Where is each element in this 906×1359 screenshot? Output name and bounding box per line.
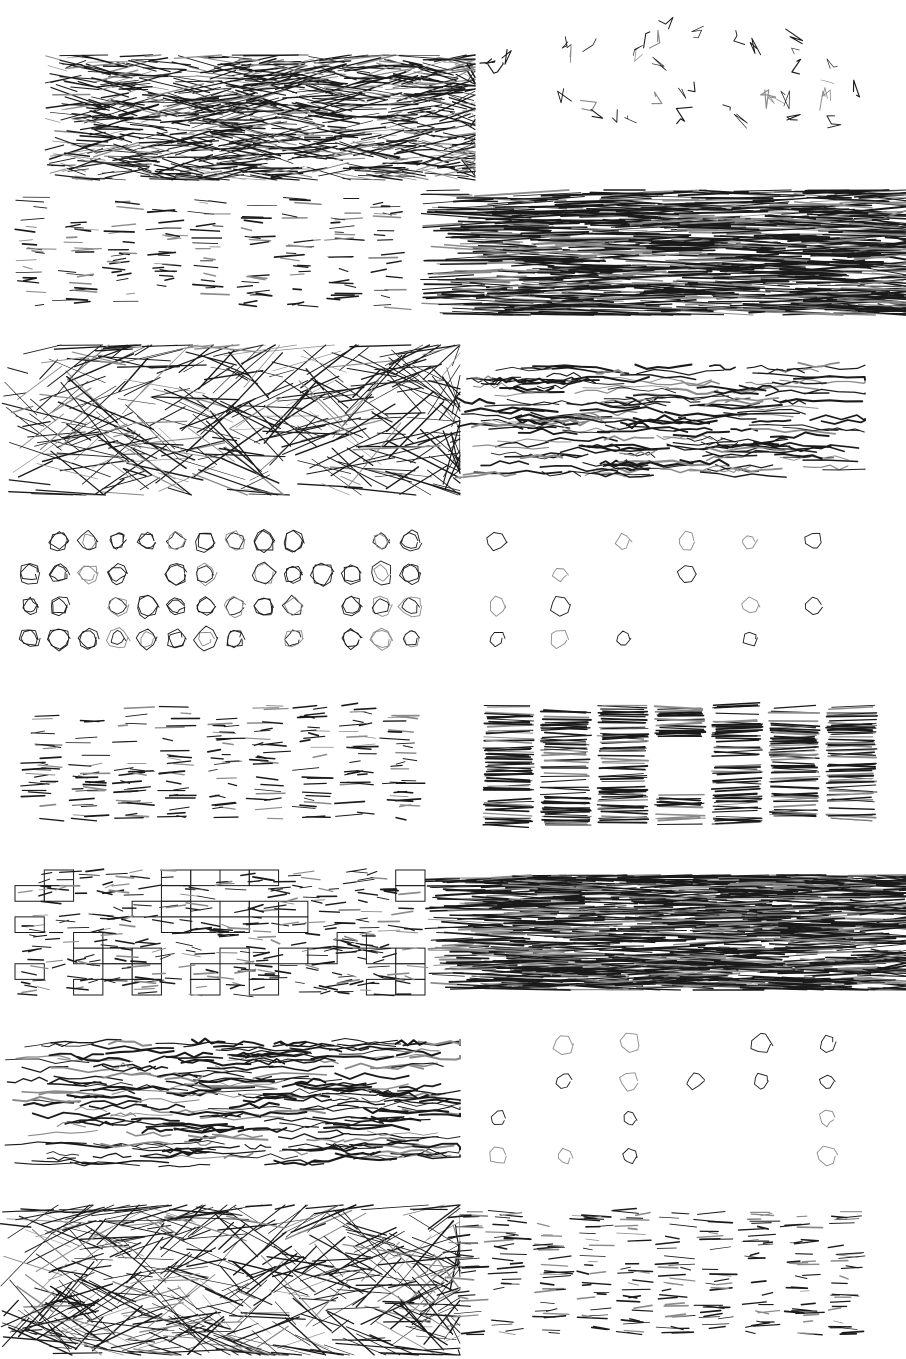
ink-stroke [771, 741, 814, 742]
ink-stroke [828, 756, 876, 757]
ink-stroke [457, 958, 489, 959]
ink-stroke [708, 880, 738, 881]
ink-stroke [365, 934, 374, 935]
ink-stroke [131, 59, 155, 60]
ink-stroke [335, 232, 344, 233]
ink-stroke [81, 806, 96, 807]
ink-stroke [754, 930, 787, 931]
ink-stroke [201, 294, 229, 295]
ink-stroke [302, 777, 331, 778]
ink-stroke [541, 776, 589, 777]
ink-stroke [308, 727, 320, 728]
ink-stroke [226, 761, 239, 762]
ink-stroke [571, 989, 623, 990]
ink-stroke [601, 714, 648, 715]
ink-stroke [331, 222, 340, 223]
ink-stroke [488, 707, 530, 708]
ink-stroke [338, 992, 349, 993]
ink-stroke [378, 240, 393, 241]
ink-stroke [618, 877, 716, 878]
ink-stroke [329, 257, 353, 258]
ink-stroke [329, 889, 339, 890]
ink-stroke [28, 960, 43, 961]
ink-stroke [112, 271, 121, 272]
ink-stroke [587, 984, 645, 985]
ink-stroke [335, 234, 354, 235]
ink-stroke [21, 796, 44, 797]
ink-stroke [195, 953, 215, 954]
ink-stroke [259, 975, 280, 976]
ink-stroke [288, 875, 300, 876]
ink-stroke [774, 801, 818, 802]
ink-stroke [829, 739, 874, 740]
ink-stroke [598, 712, 647, 713]
ink-stroke [428, 209, 513, 210]
ink-stroke [494, 206, 548, 207]
ink-stroke [123, 242, 134, 243]
ink-stroke [603, 748, 646, 749]
ink-stroke [159, 707, 188, 708]
ink-stroke [427, 190, 460, 191]
ink-stroke [32, 719, 52, 720]
ink-stroke [669, 271, 712, 272]
ink-stroke [160, 275, 173, 276]
ink-stroke [600, 819, 648, 820]
ink-stroke [666, 260, 741, 261]
ink-stroke [158, 255, 169, 256]
ink-stroke [267, 706, 284, 707]
ink-stroke [217, 778, 236, 779]
ink-stroke [41, 886, 51, 887]
ink-stroke [108, 262, 120, 263]
ink-stroke [582, 267, 622, 268]
ink-stroke [208, 723, 232, 724]
ink-stroke [598, 822, 646, 823]
ink-stroke [692, 198, 773, 199]
ink-stroke [64, 942, 79, 943]
ink-stroke [115, 818, 143, 819]
ink-stroke [421, 83, 437, 84]
ink-stroke [67, 237, 77, 238]
ink-stroke [657, 715, 700, 716]
ink-stroke [72, 789, 83, 790]
ink-stroke [400, 805, 419, 806]
ink-stroke [715, 767, 760, 768]
ink-stroke [68, 927, 89, 928]
ink-stroke [253, 763, 272, 764]
ink-stroke [878, 270, 906, 271]
ink-stroke [486, 212, 545, 213]
ink-stroke [708, 899, 806, 900]
ink-stroke [168, 238, 178, 239]
ink-stroke [602, 763, 644, 764]
ink-stroke [213, 725, 225, 726]
ink-stroke [161, 870, 176, 871]
ink-stroke [485, 920, 535, 921]
ink-stroke [544, 717, 588, 718]
ink-stroke [755, 235, 799, 236]
ink-stroke [26, 249, 56, 250]
ink-stroke [181, 713, 191, 714]
ink-stroke [884, 889, 906, 890]
ink-stroke [131, 961, 146, 962]
ink-stroke [578, 928, 609, 929]
ink-stroke [775, 810, 818, 811]
ink-stroke [123, 253, 136, 254]
ink-stroke [254, 931, 271, 932]
ink-stroke [122, 968, 130, 969]
ink-stroke [290, 200, 310, 201]
ink-stroke [71, 222, 86, 223]
ink-stroke [399, 908, 413, 909]
ink-stroke [304, 783, 326, 784]
ink-stroke [120, 454, 147, 455]
ink-stroke [828, 744, 874, 745]
ink-stroke [21, 762, 45, 763]
ink-stroke [440, 264, 486, 265]
ink-stroke [396, 753, 416, 754]
ink-stroke [226, 985, 244, 986]
ink-stroke [268, 818, 283, 819]
ink-stroke [194, 973, 215, 974]
ink-stroke [347, 736, 367, 737]
ink-stroke [119, 725, 128, 726]
ink-stroke [425, 878, 459, 879]
ink-stroke [659, 795, 704, 796]
ink-stroke [46, 783, 55, 784]
ink-stroke [394, 792, 406, 793]
ink-stroke [484, 788, 530, 789]
ink-stroke [717, 801, 757, 802]
ink-stroke [303, 897, 319, 898]
ink-stroke [162, 877, 173, 878]
ink-stroke [159, 252, 172, 253]
ink-stroke [86, 782, 106, 783]
ink-stroke [345, 771, 357, 772]
ink-stroke [153, 267, 164, 268]
ink-stroke [486, 759, 532, 760]
ink-stroke [258, 937, 275, 938]
ink-stroke [829, 776, 873, 777]
ink-stroke [252, 236, 275, 237]
ink-stroke [286, 113, 315, 114]
ink-stroke [451, 881, 503, 882]
ink-stroke [213, 226, 223, 227]
ink-stroke [716, 738, 760, 739]
ink-stroke [830, 769, 876, 770]
ink-stroke [23, 244, 37, 245]
ink-stroke [541, 712, 586, 713]
ink-stroke [603, 761, 645, 762]
ink-stroke [307, 955, 328, 956]
ink-stroke [358, 774, 367, 775]
ink-stroke [460, 1217, 461, 1253]
ink-stroke [640, 313, 676, 314]
ink-stroke [709, 301, 786, 302]
ink-stroke [287, 253, 296, 254]
ink-stroke [578, 974, 620, 975]
ink-stroke [83, 785, 106, 786]
ink-stroke [531, 314, 593, 315]
ink-stroke [60, 55, 108, 56]
ink-stroke [124, 895, 143, 896]
ink-stroke [485, 781, 530, 782]
ink-stroke [110, 981, 127, 982]
ink-stroke [250, 760, 268, 761]
ink-stroke [829, 782, 874, 783]
ink-stroke [343, 168, 359, 169]
ink-stroke [405, 929, 422, 930]
ink-stroke [299, 271, 310, 272]
ink-stroke [256, 793, 285, 794]
ink-stroke [320, 911, 340, 912]
ink-stroke [543, 719, 591, 720]
ink-stroke [827, 716, 877, 717]
ink-stroke [167, 726, 196, 727]
ink-stroke [243, 217, 264, 218]
ink-stroke [212, 134, 228, 135]
ink-stroke [413, 149, 432, 150]
ink-stroke [601, 778, 643, 779]
ink-stroke [484, 723, 531, 724]
ink-stroke [43, 748, 55, 749]
ink-stroke [388, 732, 401, 733]
ink-stroke [824, 881, 906, 882]
ink-stroke [155, 727, 184, 728]
ink-stroke [257, 960, 268, 961]
ink-stroke [369, 258, 398, 259]
ink-stroke [293, 289, 301, 290]
ink-stroke [653, 882, 735, 883]
ink-stroke [598, 756, 644, 757]
ink-stroke [311, 731, 330, 732]
ink-stroke [239, 59, 260, 60]
ink-stroke [153, 973, 166, 974]
ink-stroke [761, 971, 803, 972]
ink-stroke [725, 944, 762, 945]
ink-stroke [591, 225, 629, 226]
ink-stroke [788, 988, 868, 989]
ink-stroke [374, 235, 384, 236]
ink-stroke [335, 923, 355, 924]
ink-stroke [33, 915, 48, 916]
ink-glyph [334, 1125, 391, 1126]
ink-stroke [660, 806, 703, 807]
ink-stroke [423, 59, 475, 60]
ink-stroke [429, 973, 463, 974]
ink-stroke [706, 906, 745, 907]
ink-stroke [104, 231, 134, 232]
ink-stroke [806, 190, 849, 191]
ink-stroke [542, 820, 589, 821]
ink-stroke [390, 782, 403, 783]
ink-stroke [447, 962, 519, 963]
